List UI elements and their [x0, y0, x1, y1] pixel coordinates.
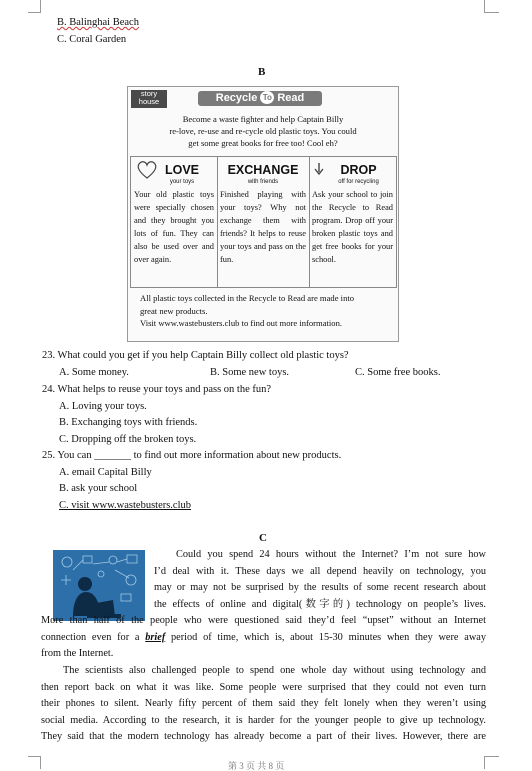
corner-mark-bottom-right — [484, 756, 499, 769]
poster-footer: All plastic toys collected in the Recycle to Read are made into great new products. Visit www.wastebusters.club to find out more information. — [140, 293, 355, 328]
poster-columns — [130, 156, 397, 288]
q24-option-c: C. Dropping off the broken toys. — [59, 434, 197, 445]
technology-icons-graphic — [53, 550, 145, 621]
q23-option-b: B. Some new toys. — [210, 367, 290, 378]
c-para1-wrap: Could you spend 24 hours without the Internet? I’m not sure how I’d deal with it. These days we all depend heavily on technology, you may or may not be surprised by the results of some recent research about the effects of online and digital(数字的) technology on people’s lives. — [154, 549, 486, 610]
column-drop: DROP off for recycling Ask your school to join the Recycle to Read program. Drop off your broken plastic toys and get free books for your school. — [312, 163, 393, 264]
q23-option-a: A. Some money. — [59, 367, 129, 378]
page-number-footer: 第 3 页 共 8 页 — [228, 761, 285, 771]
q24-option-b: B. Exchanging toys with friends. — [59, 417, 198, 428]
question-25: 25. You can _______ to find out more information about new products. — [42, 450, 342, 461]
to-badge: To — [260, 91, 274, 104]
corner-mark-top-left — [28, 0, 41, 13]
poster-title: Recycle To Read — [198, 91, 322, 106]
q25-option-a: A. email Capital Billy — [59, 467, 152, 478]
c-para1-full: More than half of the people who were questioned said they’d feel “upset” without an Internet connection even for a brief period of time, which is, about 15-30 minutes when they were away from the Internet. — [41, 615, 486, 660]
question-24: 24. What helps to reuse your toys and pass on the fun? — [42, 384, 272, 395]
section-c-title: C — [259, 532, 267, 544]
column-love: LOVE your toys Your old plastic toys were specially chosen and they brought you lots of fun. They can also be used over and over again. — [131, 157, 218, 287]
poster-intro: Become a waste fighter and help Captain Billy re-love, re-use and re-cycle old plastic toys. You could get some great books for free too! Cool eh? — [169, 114, 357, 148]
corner-mark-bottom-left — [28, 756, 41, 769]
section-b-title: B — [258, 66, 266, 78]
q25-option-b: B. ask your school — [59, 483, 138, 494]
question-23: 23. What could you get if you help Captain Billy collect old plastic toys? — [42, 350, 349, 361]
option-c-top: C. Coral Garden — [57, 34, 127, 45]
corner-mark-top-right — [484, 0, 499, 13]
recycle-poster — [127, 86, 399, 342]
q23-option-c: C. Some free books. — [355, 367, 441, 378]
q25-option-c: C. visit www.wastebusters.club — [59, 500, 192, 511]
person-laptop-illustration — [53, 550, 145, 621]
story-house-logo: story house — [131, 90, 167, 108]
c-para2: The scientists also challenged people to spend one whole day without using technology and then report back on what it was like. Some people were surprised that they could not even turn their phones to silent. Nearly fifty percent of them said they felt lonely when they weren’t using social media. According to the research, it is harder for the younger people to give up technology. They said that the modern technology has already become a part of their lives. However, there are — [41, 665, 486, 743]
option-b-top: B. Balinghai Beach — [57, 17, 139, 28]
q24-option-a: A. Loving your toys. — [59, 401, 147, 412]
column-exchange: EXCHANGE with friends Finished playing with your toys? Why not exchange them with friends? It helps to reuse your toys and pass on the fun. — [217, 157, 310, 287]
